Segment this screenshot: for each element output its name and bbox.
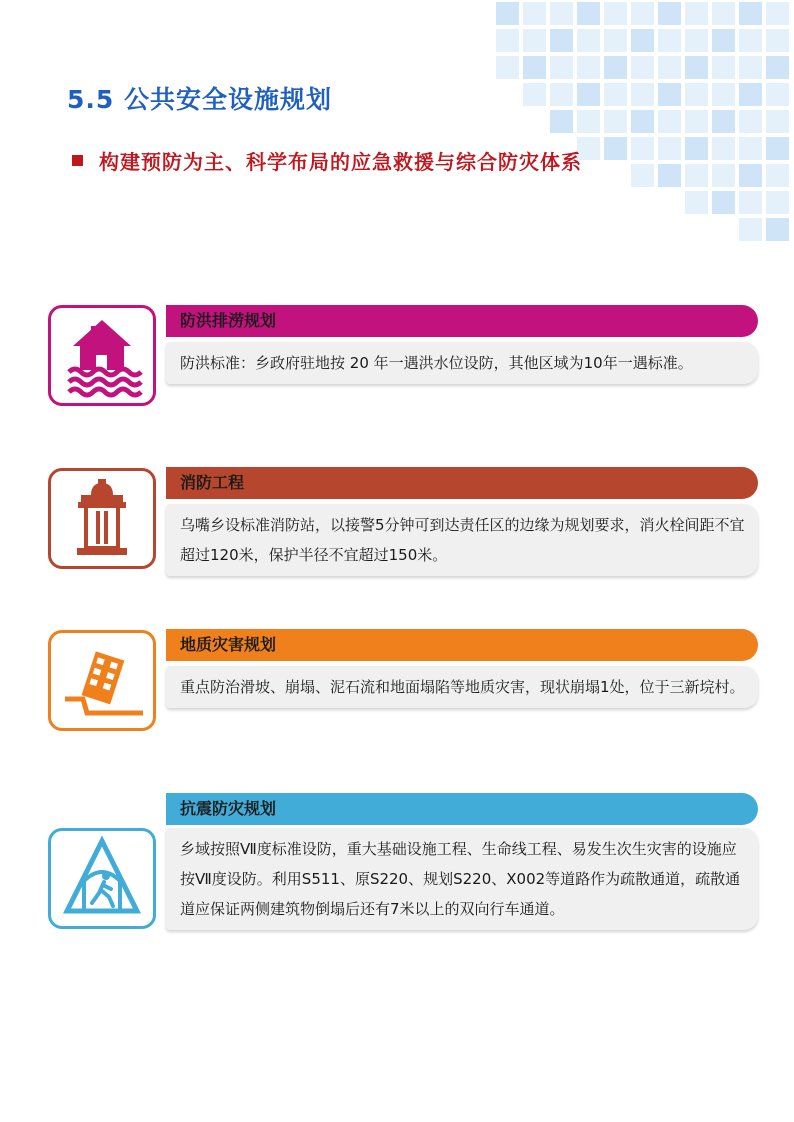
grid-square xyxy=(631,29,654,52)
grid-square xyxy=(496,29,519,52)
grid-square xyxy=(712,2,735,25)
grid-square xyxy=(577,110,600,133)
grid-square xyxy=(658,83,681,106)
grid-square xyxy=(712,56,735,79)
grid-square xyxy=(685,29,708,52)
icon-frame xyxy=(48,305,156,406)
sinking-building-icon xyxy=(51,633,153,728)
grid-square xyxy=(685,56,708,79)
grid-square xyxy=(631,56,654,79)
grid-square xyxy=(604,110,627,133)
grid-square xyxy=(739,29,762,52)
grid-square xyxy=(739,191,762,214)
grid-square xyxy=(604,29,627,52)
evacuation-exit-icon xyxy=(51,831,153,926)
grid-square xyxy=(577,56,600,79)
grid-square xyxy=(712,83,735,106)
grid-square xyxy=(577,83,600,106)
grid-square xyxy=(712,29,735,52)
grid-square xyxy=(766,29,789,52)
grid-square xyxy=(631,110,654,133)
grid-square xyxy=(766,218,789,241)
grid-square xyxy=(685,83,708,106)
section-heading-bar: 消防工程 xyxy=(166,467,758,499)
grid-square xyxy=(766,137,789,160)
grid-square xyxy=(577,29,600,52)
grid-square xyxy=(523,2,546,25)
grid-square xyxy=(550,110,573,133)
grid-square xyxy=(523,83,546,106)
section-text: 乡域按照Ⅶ度标准设防，重大基础设施工程、生命线工程、易发生次生灾害的设施应按Ⅶ度设防。利用S511、原S220、规划S220、X002等道路作为疏散通道，疏散通道应保证两侧建筑物倒塌后还有7米以上的双向行车通道。 xyxy=(166,828,758,930)
grid-square xyxy=(766,2,789,25)
fire-hydrant-icon xyxy=(51,471,153,566)
grid-square xyxy=(712,191,735,214)
grid-square xyxy=(631,164,654,187)
grid-square xyxy=(604,137,627,160)
icon-frame xyxy=(48,828,156,929)
grid-square xyxy=(604,56,627,79)
grid-square xyxy=(631,2,654,25)
grid-square xyxy=(658,29,681,52)
section-text: 防洪标准：乡政府驻地按 20 年一遇洪水位设防，其他区域为10年一遇标准。 xyxy=(166,342,758,384)
grid-square xyxy=(550,29,573,52)
grid-square xyxy=(766,83,789,106)
grid-square xyxy=(523,56,546,79)
grid-square xyxy=(739,56,762,79)
grid-square xyxy=(685,137,708,160)
section-heading-bar: 抗震防灾规划 xyxy=(166,793,758,825)
grid-square xyxy=(739,137,762,160)
section-text: 重点防治滑坡、崩塌、泥石流和地面塌陷等地质灾害，现状崩塌1处，位于三新垸村。 xyxy=(166,666,758,708)
grid-square xyxy=(550,56,573,79)
grid-square xyxy=(631,83,654,106)
grid-square xyxy=(739,2,762,25)
grid-square xyxy=(496,56,519,79)
grid-square xyxy=(550,83,573,106)
grid-square xyxy=(523,29,546,52)
grid-square xyxy=(631,137,654,160)
decorative-square-grid xyxy=(0,0,794,280)
grid-square xyxy=(766,110,789,133)
grid-square xyxy=(739,83,762,106)
grid-square xyxy=(766,56,789,79)
grid-square xyxy=(604,2,627,25)
grid-square xyxy=(712,110,735,133)
grid-square xyxy=(658,2,681,25)
page-subtitle: 构建预防为主、科学布局的应急救援与综合防灾体系 xyxy=(99,150,582,174)
grid-square xyxy=(712,137,735,160)
grid-square xyxy=(658,56,681,79)
grid-square xyxy=(712,164,735,187)
grid-square xyxy=(496,2,519,25)
grid-square xyxy=(766,191,789,214)
grid-square xyxy=(658,137,681,160)
grid-square xyxy=(685,164,708,187)
grid-square xyxy=(685,2,708,25)
section-heading-bar: 防洪排涝规划 xyxy=(166,305,758,337)
grid-square xyxy=(658,110,681,133)
grid-square xyxy=(739,110,762,133)
subtitle-row xyxy=(72,146,582,175)
icon-frame xyxy=(48,630,156,731)
grid-square xyxy=(685,191,708,214)
grid-square xyxy=(604,83,627,106)
grid-square xyxy=(766,164,789,187)
grid-square xyxy=(739,164,762,187)
square-bullet-icon xyxy=(72,155,83,166)
icon-frame xyxy=(48,468,156,569)
grid-square xyxy=(685,110,708,133)
grid-square xyxy=(739,218,762,241)
page-title: 5.5 公共安全设施规划 xyxy=(67,85,332,114)
grid-square xyxy=(577,2,600,25)
section-text: 乌嘴乡设标准消防站，以接警5分钟可到达责任区的边缘为规划要求，消火栓间距不宜超过120米，保护半径不宜超过150米。 xyxy=(166,504,758,576)
flooded-house-icon xyxy=(51,308,153,403)
grid-square xyxy=(550,2,573,25)
section-heading-bar: 地质灾害规划 xyxy=(166,629,758,661)
grid-square xyxy=(658,164,681,187)
